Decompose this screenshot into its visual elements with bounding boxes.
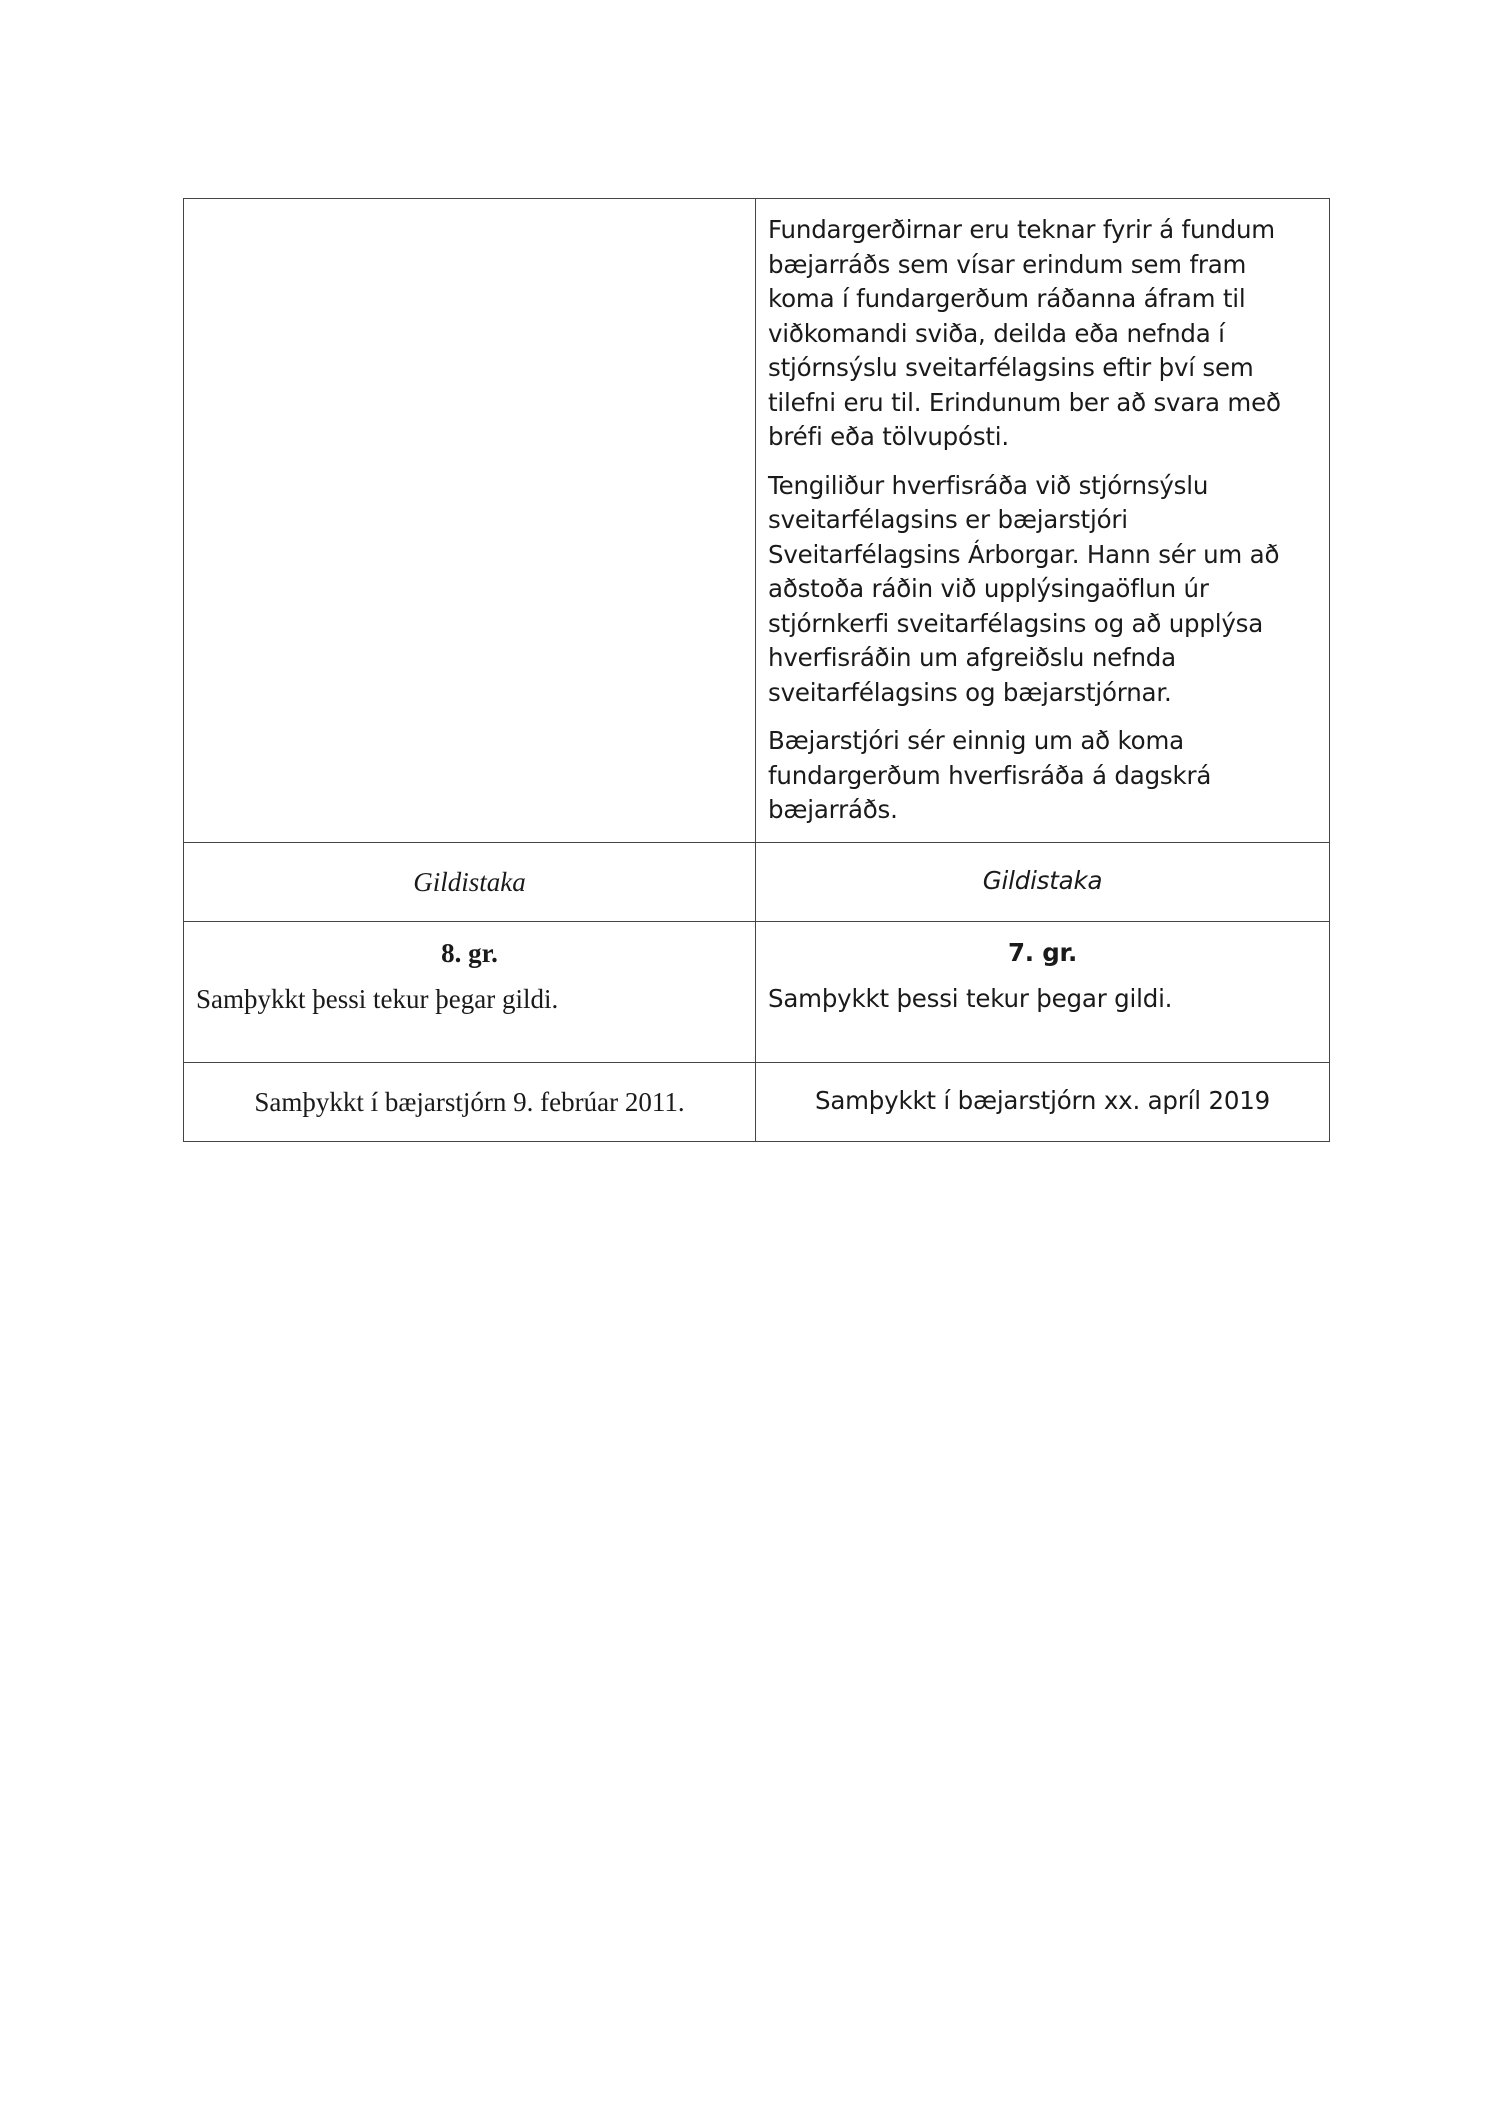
article-cell-old <box>184 921 756 1062</box>
section-heading-old: Gildistaka <box>184 842 756 921</box>
old-text-cell <box>184 199 756 843</box>
article-cell-new <box>756 921 1330 1062</box>
new-text-cell <box>756 199 1330 843</box>
comparison-table <box>183 198 1330 1142</box>
article-number-old: 8. gr. <box>441 937 498 968</box>
table-row <box>184 842 1330 921</box>
paragraph-mayor-agenda: Bæjarstjóri sér einnig um að koma fundargerðum hverfisráða á dagskrá bæjarráðs. <box>768 726 1212 824</box>
paragraph-meeting-minutes: Fundargerðirnar eru teknar fyrir á fundum bæjarráðs sem vísar erindum sem fram koma í fundargerðum ráðanna áfram til viðkomandi sviða, deilda eða nefnda í stjórnsýslu sveitarfélagsins eftir því sem tilefni eru til. Erindunum ber að svara með bréfi eða tölvupósti. <box>768 215 1281 451</box>
table-row <box>184 1062 1330 1141</box>
article-text-old: Samþykkt þessi tekur þegar gildi. <box>196 983 559 1014</box>
article-text-new: Samþykkt þessi tekur þegar gildi. <box>768 984 1173 1013</box>
approval-date-old: Samþykkt í bæjarstjórn 9. febrúar 2011. <box>184 1062 756 1141</box>
paragraph-contact-person: Tengiliður hverfisráða við stjórnsýslu sveitarfélagsins er bæjarstjóri Sveitarfélagsins Árborgar. Hann sér um að aðstoða ráðin við upplýsingaöflun úr stjórnkerfi sveitarfélagsins og að upplýsa hverfisráðin um afgreiðslu nefnda sveitarfélagsins og bæjarstjórnar. <box>768 470 1280 707</box>
article-number-new: 7. gr. <box>1007 937 1078 967</box>
table-row <box>184 921 1330 1062</box>
table-row <box>184 199 1330 843</box>
section-heading-new: Gildistaka <box>756 842 1330 921</box>
approval-date-new: Samþykkt í bæjarstjórn xx. apríl 2019 <box>756 1062 1330 1141</box>
